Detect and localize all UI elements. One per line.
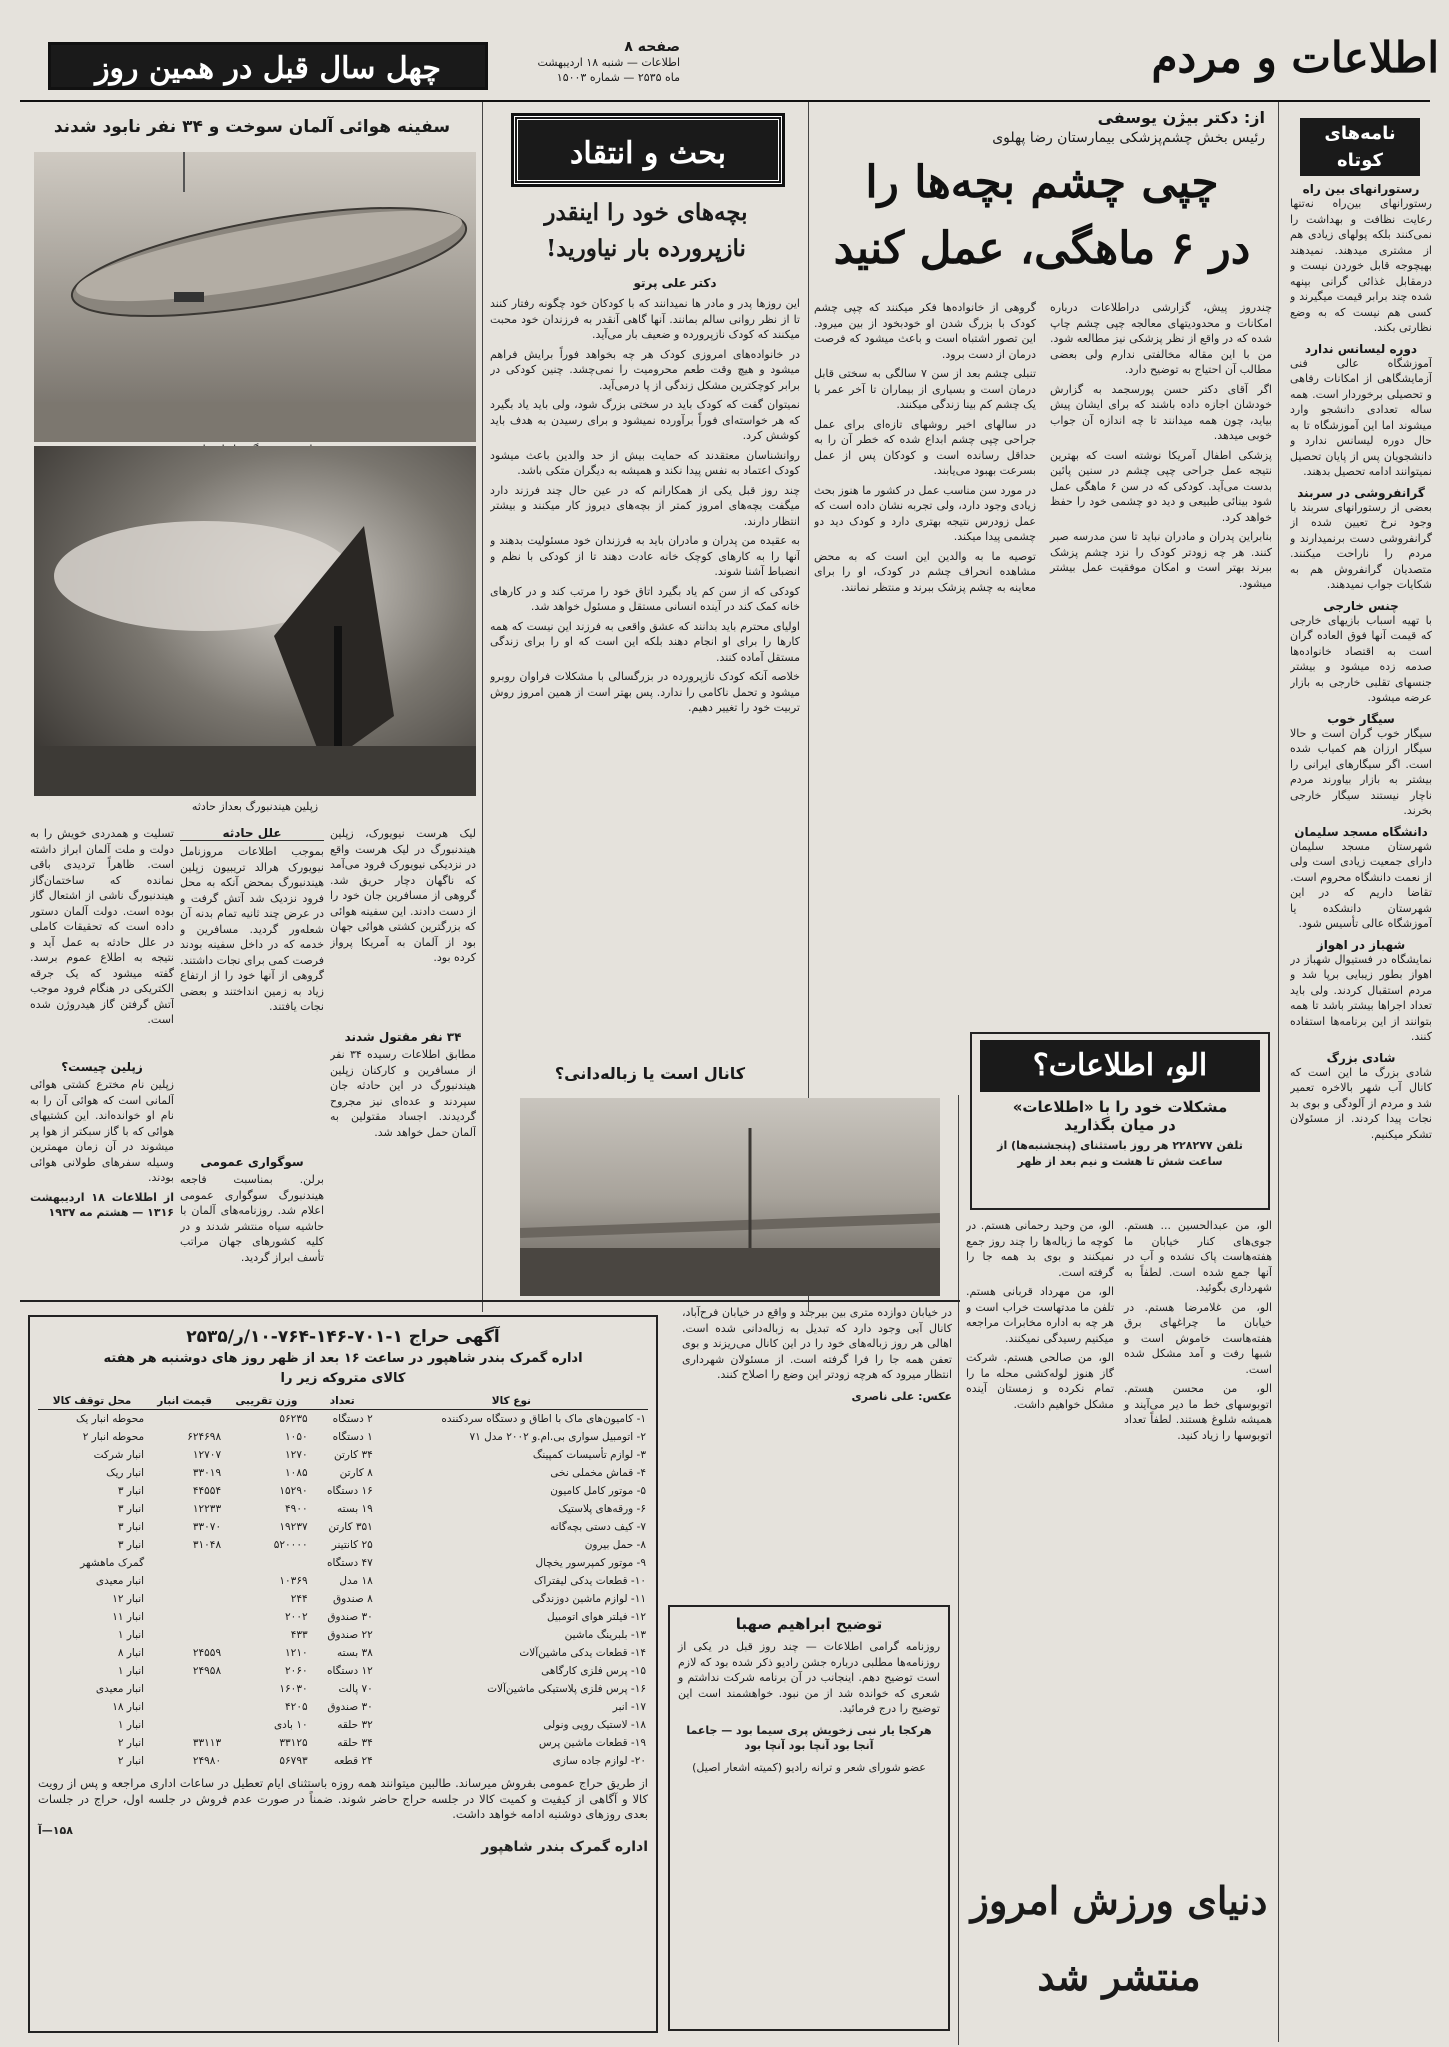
auction-cell: محوطه انبار ۲ (82, 1431, 145, 1443)
auction-cell: ۱۰۳۶۹ (279, 1575, 308, 1587)
auction-row (38, 1590, 648, 1608)
issue-number: ماه ۲۵۳۵ — شماره ۱۵۰۰۳ (556, 71, 680, 84)
auction-row (38, 1446, 648, 1464)
auction-cell: ۱۶۰۳۰ (279, 1683, 308, 1695)
auction-cell: ۲۲ صندوق (327, 1629, 373, 1641)
auction-cell: ۸- حمل بیرون (584, 1539, 646, 1551)
canal-caption (682, 1305, 952, 1625)
auction-cell: ۳۱۰۴۸ (192, 1539, 222, 1551)
auction-cell: انبار ۱۲ (112, 1593, 145, 1605)
auction-cell: ۲- اتومبیل سواری بی.ام.و ۲۰۰۲ مدل ۷۱ (469, 1431, 646, 1443)
short-letter-body: شادی بزرگ ما این است که کانال آب شهر بالاخره تعمیر شد و مردم از آلودگی و بوی بد نجات پیدا کردند. از مسئولان تشکر میکنیم. (1290, 1065, 1432, 1141)
lead-paragraph: تنبلی چشم بعد از سن ۷ سالگی به سختی قابل درمان است و بسیاری از بیماران تا آخر عمر با یک چشم کم بینا زندگی میکنند. (814, 367, 1037, 411)
auction-cell: ۲۴۴ (290, 1593, 308, 1605)
clarification-headline: توضیح ابراهیم صهبا (735, 1615, 883, 1633)
auction-cell: ۱۲۲۳۳ (192, 1503, 222, 1515)
col-rule (958, 1095, 959, 2045)
auction-cell: محوطه انبار یک (76, 1413, 145, 1425)
lead-headline-line2: در ۶ ماهگی، عمل کنید (833, 223, 1251, 274)
auction-cell: ۱۹۲۳۷ (279, 1521, 308, 1533)
auction-cell: انبار ۲ (117, 1755, 145, 1767)
debate-headline-line1: بچه‌های خود را اینقدر (544, 199, 748, 226)
auction-cell: ۱- کامیون‌های ماک با اطاق و دستگاه سردکننده (441, 1413, 646, 1425)
short-letter (1290, 712, 1432, 819)
auction-table (38, 1393, 648, 1770)
auction-cell: ۳- لوازم تأسیسات کمپینگ (532, 1449, 646, 1461)
history-col-b-heading: علل حادثه (180, 826, 324, 841)
auction-cell: ۳۴ کارتن (333, 1449, 373, 1461)
sport-line1: دنیای ورزش امروز (970, 1878, 1268, 1923)
auction-cell: ۱۵- پرس فلزی کارگاهی (541, 1665, 646, 1677)
alo-item: الو، من محسن هستم. اتوبوسهای خط ما دیر می‌آیند و همیشه شلوغ هستند. لطفاً تعداد اتوبوسها را زیاد کنید. (1124, 1382, 1272, 1442)
short-letter-heading: گرانفروشی در سربند (1297, 485, 1425, 500)
auction-cell: ۵۶۲۳۵ (279, 1413, 308, 1425)
history-col-b2 (180, 1155, 324, 1285)
alo-heading2: در میان بگذارید (1064, 1116, 1176, 1134)
clarification-box (668, 1605, 950, 2031)
auction-cell (146, 1608, 223, 1626)
col-rule (482, 102, 483, 1312)
clarification-body: روزنامه گرامی اطلاعات — چند روز قبل در یکی از روزنامه‌ها مطلبی درباره جشن رادیو ذکر شده بود که لازم است توضیح دهم. اینجانب در آن برنامه شرکت نداشتم و شعری که خوانده شد از من نبود. خواهشمند است این توضیح را درج فرمائید. (678, 1640, 940, 1715)
auction-cell: ۱ دستگاه (332, 1431, 373, 1443)
auction-cell: ۵۲۰۰۰۰ (273, 1539, 308, 1551)
lead-paragraph: چندروز پیش، گزارشی دراطلاعات درباره امکانات و محدودیتهای معالجه چپی چشم چاپ شده که در واقع از نظر پزشکی نیز مطالعه شود. من با این مقاله مخالفتی ندارم ولی بعضی مطالب آن احتیاج به توضیح دارد. (1050, 301, 1272, 376)
lead-paragraph: توصیه ما به والدین این است که به محض مشاهده انحراف چشم در کودک، او را برای معاینه به چشم پزشک ببرند و منتظر نمانند. (814, 549, 1036, 594)
auction-row (38, 1716, 648, 1734)
auction-cell: ۱۳- بلبرینگ ماشین (564, 1629, 646, 1641)
auction-cell: انبار ۳ (117, 1485, 145, 1497)
auction-cell: ۲۴۵۵۹ (192, 1647, 222, 1659)
auction-cell: ۸ صندوق (332, 1593, 373, 1605)
short-letter-body: سیگار خوب گران است و حالا سیگار ارزان هم کمیاب شده است. اگر سیگارهای ایرانی را بیشتر به بازار بیاورند مردم ناچار نیستند سیگار خارجی بخرند. (1290, 726, 1432, 817)
auction-footer: از طریق حراج عمومی بفروش میرساند. طالبین میتوانند همه روزه باستثنای ایام تعطیل در ساعات اداری مراجعه و پس از رویت کالا و آگاهی از کیفیت و کمیت کالا در جلسه حراج حاضر شوند. ضمناً در صورت عدم فروش در جلسه اول، حراج در جلسات بعدی روزهای دوشنبه ادامه خواهد داشت. (38, 1776, 648, 1821)
auction-row (38, 1734, 648, 1752)
auction-cell (146, 1410, 223, 1429)
auction-cell: ۱۰۵۰ (285, 1431, 308, 1443)
history-col-a2-heading: زپلین چیست؟ (61, 1060, 143, 1074)
auction-cell: ۱۸- لاستیک رویی ونولی (543, 1719, 646, 1731)
auction-cell: ۲۴۹۵۸ (192, 1665, 222, 1677)
lead-byline (815, 108, 1265, 152)
short-letter (1290, 825, 1432, 932)
auction-cell: ۳۴ حلقه (337, 1737, 373, 1749)
short-letters-list (1290, 182, 1432, 1142)
auction-cell: ۴۳۳ (290, 1629, 308, 1641)
lead-headline (812, 150, 1272, 290)
alo-box (970, 1032, 1270, 1210)
auction-cell: ۹- موتور کمپرسور یخچال (535, 1557, 646, 1569)
auction-cell: ۴۹۰۰ (285, 1503, 308, 1515)
sport-ad (966, 1848, 1272, 2038)
auction-row (38, 1536, 648, 1554)
auction-row (38, 1644, 648, 1662)
byline-name: از: دکتر بیژن یوسفی (1097, 108, 1265, 127)
auction-cell: ۱۰۸۵ (285, 1467, 308, 1479)
auction-cell: ۴۷ دستگاه (327, 1557, 373, 1569)
issue-date: اطلاعات — شنبه ۱۸ اردیبهشت (537, 56, 680, 69)
auction-cell: ۳۰ صندوق (327, 1701, 373, 1713)
lead-paragraph: در مورد سن مناسب عمل در کشور ما هنوز بحث زیادی وجود دارد، ولی تجربه نشان داده است که عمل زودرس نتیجه بهتری دارد و کودک دید دو چشمی پیدا میکند. (814, 483, 1036, 543)
auction-header-cell: محل توقف کالا (38, 1393, 146, 1410)
auction-row (38, 1626, 648, 1644)
auction-row (38, 1518, 648, 1536)
auction-cell: ۳۸ بسته (337, 1647, 373, 1659)
auction-cell: ۱۴- قطعات یدکی ماشین‌آلات (519, 1647, 646, 1659)
debate-banner: بحث و انتقاد (514, 116, 782, 184)
lead-paragraph: گروهی از خانواده‌ها فکر میکنند که چپی چشم کودک با بزرگ شدن او خودبخود از بین میرود. این تصور اشتباه است و باعث میشود که فرصت درمان از دست برود. (814, 301, 1036, 361)
auction-row (38, 1698, 648, 1716)
canal-photo (520, 1098, 940, 1296)
zeppelin-fire-illustration (34, 446, 476, 796)
lead-paragraph: اگر آقای دکتر حسن پورسجمد به گزارش خودشان اجازه داده باشند که برای ایشان پیش بیاید، چون همه میدانند تا چه اندازه آن جواب خوبی میدهد. (1050, 382, 1272, 442)
auction-cell: انبار ۲ (117, 1737, 145, 1749)
auction-cell: انبار ۱۸ (112, 1701, 145, 1713)
debate-paragraph: نمیتوان گفت که کودک باید در سختی بزرگ شود، ولی باید یاد بگیرد که هر خواسته‌ای فوراً برآورده نمیشود و برای رسیدن به هدف باید کوشش کرد. (490, 398, 800, 442)
debate-paragraph: در خانواده‌های امروزی کودک هر چه بخواهد فوراً برایش فراهم میشود و هیچ وقت طعم محرومیت را نمی‌چشد. چنین کودکی در برابر کوچکترین مشکل زندگی از پا درمی‌آید. (490, 347, 800, 392)
auction-cell: ۷۰ پالت (338, 1683, 373, 1695)
auction-subtitle2: کالای متروکه زیر را (280, 1371, 406, 1386)
short-letter-body: با تهیه اسباب بازیهای خارجی که قیمت آنها فوق العاده گران است به اقتصاد خانواده‌ها صدمه زده میشود و بیشتر جنسهای تقلبی خارجی به بازار عرضه میشود. (1290, 613, 1432, 704)
auction-cell: ۲۴۹۸۰ (192, 1755, 222, 1767)
history-section-title: چهل سال قبل در همین روز (48, 42, 488, 90)
auction-signature: اداره گمرک بندر شاهپور (481, 1839, 648, 1855)
byline-role: رئیس بخش چشم‌پزشکی بیمارستان رضا پهلوی (992, 130, 1265, 146)
auction-cell (146, 1590, 223, 1608)
auction-cell: ۱۸ مدل (339, 1575, 373, 1587)
short-letter-heading: چنس خارجی (1323, 598, 1399, 613)
auction-cell: ۸ کارتن (339, 1467, 373, 1479)
lead-body (814, 300, 1272, 965)
alo-phone: تلفن ۲۲۸۲۷۷ هر روز باستثنای (پنجشنبه‌ها) از ساعت شش تا هشت و نیم بعد از ظهر (997, 1139, 1243, 1168)
short-letter (1290, 182, 1432, 336)
auction-cell: ۷- کیف دستی بچه‌گانه (550, 1521, 646, 1533)
auction-cell: ۶- ورقه‌های پلاستیک (558, 1503, 646, 1515)
auction-cell: انبار ۱۱ (112, 1611, 145, 1623)
alo-item: الو، من مهرداد قربانی هستم. تلفن ما مدتهاست خراب است و هر چه به اداره مخابرات مراجعه میکنیم رسیدگی نمیکنند. (966, 1285, 1114, 1345)
short-letter-body: نمایشگاه در فستیوال شهباز در اهواز بطور زیبایی برپا شد و مردم استقبال کردند. ولی باید تعداد اجراها بیشتر باشد تا همه بتوانند از این برنامه‌ها استفاده کنند. (1290, 952, 1432, 1043)
auction-cell: انبار ۳ (117, 1503, 145, 1515)
auction-cell: انبار ۱ (117, 1719, 145, 1731)
lead-paragraphs (814, 300, 1272, 597)
auction-cell: انبار ۳ (117, 1539, 145, 1551)
auction-cell: ۴۴۵۵۴ (192, 1485, 222, 1497)
short-letter-body: بعضی از رستورانهای سربند با وجود نرخ تعیین شده از گرانفروشی دست برنمیدارند و مردم را ناراحت میکنند. متصدیان گرانفروش هم به شکایات جواب نمیدهند. (1290, 500, 1432, 591)
auction-header-cell: نوع کالا (375, 1393, 648, 1410)
alo-item: الو، من عبدالحسین ... هستم. جوی‌های کنار خیابان ما هفته‌هاست پاک نشده و آب در آنها جمع شده است. لطفاً به شهرداری بگوئید. (1124, 1219, 1272, 1294)
short-letter-body: رستورانهای بین‌راه نه‌تنها رعایت نظافت و بهداشت را نمی‌کنند بلکه پولهای زیادی هم از مشتری میدهند. نمیدهند بهیچوجه قابل خوردن نیست و درمقابل غذائی گرانی بپنهه شده چند برابر قیمت میگیرند و کسی هم نیست که به وضع نظارتی بکند. (1290, 197, 1432, 334)
alo-list (966, 1218, 1272, 1443)
history-col-c2-heading: ۳۴ نفر مقتول شدند (344, 1030, 462, 1044)
auction-ad (28, 1315, 658, 2033)
lead-paragraph: پزشکی اطفال آمریکا نوشته است که بهترین نتیجه عمل جراحی چپی چشم در سنین پائین بدست می‌آید. کودکی که در سن ۶ ماهگی عمل شود بینائی طبیعی و دید دو چشمی خود را حفظ خواهد کرد. (1050, 448, 1272, 524)
auction-cell (146, 1554, 223, 1572)
history-col-a2 (30, 1060, 174, 1285)
issue-info (490, 40, 680, 90)
auction-cell: ۲۰- لوازم جاده سازی (552, 1755, 646, 1767)
alo-banner: الو، اطلاعات؟ (980, 1040, 1260, 1092)
auction-row (38, 1482, 648, 1500)
auction-cell: ۱۱- لوازم ماشین دوزندگی (532, 1593, 646, 1605)
auction-cell: انبار ریک (106, 1467, 145, 1479)
zeppelin-before-photo (34, 152, 476, 442)
auction-title: آگهی حراج ۱-۷۰۱-۱۴۶-۷۶۴-۱۰/ر/۲۵۳۵ (186, 1327, 500, 1347)
auction-cell (146, 1716, 223, 1734)
auction-cell: ۱۵۲۹۰ (279, 1485, 308, 1497)
auction-header-cell: تعداد (310, 1393, 375, 1410)
auction-code: ۱۵۸—آ (38, 1823, 73, 1837)
zeppelin-illustration (34, 152, 476, 442)
history-col-b2-heading: سوگواری عمومی (200, 1155, 304, 1169)
auction-cell: ۴۲۰۵ (285, 1701, 308, 1713)
auction-cell (223, 1554, 310, 1572)
middle-rule (20, 1300, 960, 1302)
auction-cell: ۱۹ بسته (337, 1503, 373, 1515)
auction-cell: ۱۲۷۰ (285, 1449, 308, 1461)
lead-paragraph: بنابراین پدران و مادران نباید تا سن مدرسه صبر کنند. هر چه زودتر کودک را نزد چشم پزشک ببرند بهتر است و امکان موفقیت عمل بیشتر میشود. (1050, 530, 1272, 590)
auction-cell: ۳۳۰۱۹ (192, 1467, 222, 1479)
debate-paragraph: به عقیده من پدران و مادران باید به فرزندان خود مسئولیت بدهند و آنها را به کارهای کوچک خانه عادت دهند تا از کودکی با نظم و انضباط آشنا شوند. (490, 534, 800, 578)
auction-row (38, 1464, 648, 1482)
short-letter (1290, 938, 1432, 1045)
short-letter-heading: سیگار خوب (1327, 711, 1395, 726)
sport-line2: منتشر شد (1037, 1954, 1201, 1999)
auction-cell: ۱۶- پرس فلزی پلاستیکی ماشین‌آلات (487, 1683, 646, 1695)
history-col-a: تسلیت و همدردی خویش را به دولت و ملت آلمان ابراز داشته است. ظاهراً تردیدی باقی نمانده که ساختمان‌گاز هیندنبورگ ناشی از اشتعال گاز بوده است. دولت آلمان دستور داده است که تحقیقات کاملی در علل حادثه به عمل آید و نتیجه به اطلاع عموم برسد. گفته میشود که یک جرقه الکتریکی در هنگام فرود موجب آتش گرفتن گاز هیدروژن شده است. (30, 827, 174, 1026)
auction-table-body (38, 1410, 648, 1771)
short-letter-body: آموزشگاه عالی فنی آزمایشگاهی از امکانات رفاهی و تحصیلی برخوردار است. همه ساله تعدادی دانشجو وارد میشوند اما این آموزشگاه تا به حال دوره لیسانس ندارد و دانشجویان پس از پایان تحصیل نمیتوانند ادامه تحصیل بدهند. (1290, 356, 1432, 478)
auction-row (38, 1572, 648, 1590)
short-letter (1290, 342, 1432, 480)
auction-cell: ۱۷- انبر (612, 1701, 646, 1713)
auction-cell: گمرک ماهشهر (80, 1557, 145, 1569)
auction-cell: ۵- موتور کامل کامیون (550, 1485, 646, 1497)
auction-row (38, 1500, 648, 1518)
auction-cell: ۲۰۰۲ (285, 1611, 308, 1623)
auction-cell: انبار ۱ (117, 1665, 145, 1677)
auction-cell: ۱۰ بادی (273, 1719, 308, 1731)
debate-paragraph: چند روز قبل یکی از همکارانم که در عین حال چند فرزند دارد میگفت بچه‌های امروز کمتر از بچه‌های دیروز کار میکنند و بیشتر انتظار دارند. (490, 483, 800, 528)
short-letter (1290, 599, 1432, 706)
auction-cell: انبار معیدی (95, 1575, 145, 1587)
auction-cell: ۳۲ حلقه (337, 1719, 373, 1731)
history-col-c2 (330, 1030, 476, 1285)
auction-cell (146, 1626, 223, 1644)
lead-headline-line1: چپی چشم بچه‌ها را (865, 157, 1219, 208)
history-col-b2-text: برلن. بمناسبت فاجعه هیندنبورگ سوگواری عمومی اعلام شد. روزنامه‌های آلمان با حاشیه سیاه منتشر شدند و در کلیه کشورهای جهان مراتب تأسف ابراز گردید. (180, 1173, 324, 1264)
auction-cell: ۳۵۱ کارتن (328, 1521, 373, 1533)
history-source: از اطلاعات ۱۸ اردیبهشت ۱۳۱۶ — هشتم مه ۱۹۳۷ (30, 1190, 174, 1219)
auction-row (38, 1662, 648, 1680)
debate-paragraph: این روزها پدر و مادر ها نمیدانند که با کودکان خود چگونه رفتار کنند تا از نظر روانی سالم بمانند. آنها گاهی آنقدر به فرزندان خود محبت میکنند که کودک نازپرورده و ضعیف بار می‌آید. (490, 297, 800, 341)
auction-cell: ۲۴ قطعه (333, 1755, 373, 1767)
auction-row (38, 1752, 648, 1770)
history-col-c: لیک هرست نیویورک، زپلین هیندنبورگ در لیک هرست واقع در نزدیکی نیویورک فرود می‌آمد که ناگهان دچار حریق شد. گروهی از مسافرین جان خود را از دست دادند. این سفینه هوائی که بزرگترین کشتی هوائی جهان بود از آلمان به آمریکا پرواز کرده بود. (330, 827, 476, 964)
canal-caption-text: در خیابان دوازده متری بین بیرجند و واقع در خیابان فرح‌آباد، کانال آبی وجود دارد که تبدیل به زباله‌دانی شده است. اهالی هر روز زباله‌های خود را در این کانال می‌ریزند و بوی تعفن همه جا را فرا گرفته است. از مسئولان شهرداری انتظار میرود که هرچه زودتر این وضع را اصلاح کنند. (682, 1306, 952, 1381)
auction-cell: ۶۲۴۶۹۸ (187, 1431, 222, 1443)
auction-cell: ۴- قماش مخملی نخی (550, 1467, 646, 1479)
debate-headline-line2: نازپرورده بار نیاورید! (546, 235, 746, 262)
history-col-c2-text: مطابق اطلاعات رسیده ۳۴ نفر از مسافرین و کارکنان زپلین هیندنبورگ در این حادثه جان سپردند و عده‌ای نیز مجروح گردیدند. اجساد مقتولین به آلمان حمل خواهد شد. (330, 1048, 476, 1139)
debate-author: دکتر علی پرتو (633, 276, 717, 290)
col-rule (1278, 102, 1279, 2042)
auction-cell: ۲۵ کانتینر (331, 1539, 373, 1551)
clarification-poem: هرکجا یار نبی زخویش پری سیما بود — جاعما آنجا بود آنچا بود آنچا بود (686, 1723, 932, 1752)
canal-photographer: عکس: علی ناصری (851, 1389, 952, 1403)
auction-table-header (38, 1393, 648, 1410)
canal-headline: کانال است یا زباله‌دانی؟ (554, 1064, 746, 1083)
auction-cell (146, 1680, 223, 1698)
auction-cell: ۳۳۰۷۰ (192, 1521, 222, 1533)
short-letters-title: نامه‌های کوتاه (1300, 118, 1420, 176)
auction-subtitle1: اداره گمرک بندر شاهپور در ساعت ۱۶ بعد از ظهر روز های دوشنبه هر هفته (103, 1351, 583, 1366)
short-letters-column (1290, 182, 1432, 2032)
auction-cell: ۲۰۶۰ (285, 1665, 308, 1677)
auction-cell: ۱۲۷۰۷ (192, 1449, 222, 1461)
brand-title: اطلاعات و مردم (1151, 33, 1439, 82)
debate-paragraph: خلاصه آنکه کودک نازپرورده در بزرگسالی با مشکلات فراوان روبرو میشود و تحمل ناکامی را ندارد. پس بهتر است از همین امروز روش تربیت خود را تغییر دهیم. (490, 670, 800, 714)
auction-cell: ۳۳۱۲۵ (279, 1737, 308, 1749)
short-letter-heading: شهباز در اهواز (1316, 937, 1406, 952)
history-headline: سفینه هوائی آلمان سوخت و ۳۴ نفر نابود شدند (53, 117, 451, 137)
debate-headline (492, 195, 800, 275)
history-col-b-text: بموجب اطلاعات مروزنامل نیویورک هرالد تریبیون زپلین هیندنبورگ بمحض آنکه به محل فرود نزدیک شد آتش گرفت و در عرض چند ثانیه تمام بدنه آن شعله‌ور گردید. مسافرین و خدمه که در داخل سفینه بودند فرصت کمی برای نجات داشتند. گروهی از آنها خود را از ارتفاع زیاد به زمین انداختند و بعضی نجات یافتند. (180, 845, 324, 1013)
auction-row (38, 1554, 648, 1572)
auction-row (38, 1428, 648, 1446)
zeppelin-after-photo (34, 446, 476, 796)
alo-item: الو، من وحید رحمانی هستم. در کوچه ما زباله‌ها را چند روز جمع نمیکنند و بوی بد همه جا را گرفته است. (966, 1219, 1114, 1279)
auction-cell: ۱۹- قطعات ماشین پرس (538, 1737, 646, 1749)
auction-cell: ۳۰ صندوق (327, 1611, 373, 1623)
auction-row (38, 1410, 648, 1429)
debate-paragraphs (490, 296, 800, 716)
history-col-a2-text: زپلین نام مخترع کشتی هوائی آلمانی است که هوائی آن را به نام او خوانده‌اند. این کشتیهای هوائی که با گاز سبکتر از هوا پر میشوند در آن زمان مهمترین وسیله سفرهای طولانی هوائی بودند. (30, 1078, 174, 1184)
auction-cell: ۳۳۱۱۳ (192, 1737, 222, 1749)
short-letter-body: شهرستان مسجد سلیمان دارای جمعیت زیادی است ولی از نعمت دانشگاه محروم است. تقاضا داریم که در این شهرستان دانشکده یا آموزشگاه عالی تأسیس شود. (1290, 839, 1432, 930)
auction-cell: انبار شرکت (93, 1449, 145, 1461)
lead-paragraph: در سالهای اخیر روشهای تازه‌ای برای عمل جراحی چپی چشم ابداع شده که خطر آن را به حداقل رسانده است و کودکان پس از عمل بسرعت بهبود می‌یابند. (814, 417, 1036, 477)
auction-cell: انبار ۳ (117, 1521, 145, 1533)
alo-item: الو، من غلامرضا هستم. در خیابان ما چراغهای برق هفته‌هاست خاموش است و شبها رفت و آمد مشکل شده است. (1124, 1300, 1272, 1376)
canal-illustration (520, 1098, 940, 1296)
auction-row (38, 1608, 648, 1626)
alo-item: الو، من صالحی هستم. شرکت گاز هنوز لوله‌کشی محله ما را تمام نکرده و زمستان آینده مشکل خواهیم داشت. (966, 1351, 1114, 1411)
masthead-rule (20, 100, 1430, 102)
auction-cell (146, 1698, 223, 1716)
short-letter (1290, 486, 1432, 593)
auction-cell: ۱۲- فیلتر هوای اتومبیل (547, 1611, 646, 1623)
auction-cell: ۱۲ دستگاه (327, 1665, 373, 1677)
debate-paragraph: اولیای محترم باید بدانند که عشق واقعی به فرزند این نیست که همه کارها را برای او انجام دهند بلکه این است که او را برای زندگی مستقل آماده کنند. (490, 619, 800, 664)
photo-caption-after: زپلین هیندنبورگ بعداز حادثه (191, 800, 319, 813)
clarification-signature: عضو شورای شعر و ترانه رادیو (کمیته اشعار اصیل) (692, 1760, 926, 1774)
auction-cell: انبار معیدی (95, 1683, 145, 1695)
auction-cell: انبار ۸ (117, 1647, 145, 1659)
auction-cell: ۱۶ دستگاه (327, 1485, 373, 1497)
auction-cell: ۲ دستگاه (332, 1413, 373, 1425)
debate-paragraph: کودکی که از سن کم یاد بگیرد اتاق خود را مرتب کند و در کارهای خانه کمک کند در آینده انسانی مستقل و مسئول خواهد شد. (490, 584, 800, 613)
page-label: صفحه ۸ (624, 40, 680, 55)
short-letter-heading: شادی بزرگ (1326, 1050, 1396, 1065)
short-letter-heading: دوره لیسانس ندارد (1304, 341, 1418, 356)
auction-cell: انبار ۱ (117, 1629, 145, 1641)
alo-heading1: مشکلات خود را با «اطلاعات» (1012, 1098, 1228, 1116)
short-letter-heading: دانشگاه مسجد سلیمان (1294, 824, 1428, 839)
history-col-b (180, 826, 324, 1151)
short-letter (1290, 1051, 1432, 1143)
auction-header-cell: قیمت انبار (146, 1393, 223, 1410)
debate-paragraph: روانشناسان معتقدند که حمایت بیش از حد والدین باعث میشود کودک اعتماد به نفس پیدا نکند و همیشه به دیگران متکی باشد. (490, 448, 800, 477)
short-letter-heading: رستورانهای بین راه (1302, 182, 1420, 196)
auction-cell (146, 1572, 223, 1590)
alo-items (966, 1218, 1272, 1828)
auction-row (38, 1680, 648, 1698)
auction-cell: ۵۶۷۹۳ (279, 1755, 308, 1767)
auction-cell: ۱۰- قطعات یدکی لیفتراک (533, 1575, 646, 1587)
auction-cell: ۱۲۱۰ (285, 1647, 308, 1659)
auction-header-cell: وزن تقریبی (223, 1393, 310, 1410)
